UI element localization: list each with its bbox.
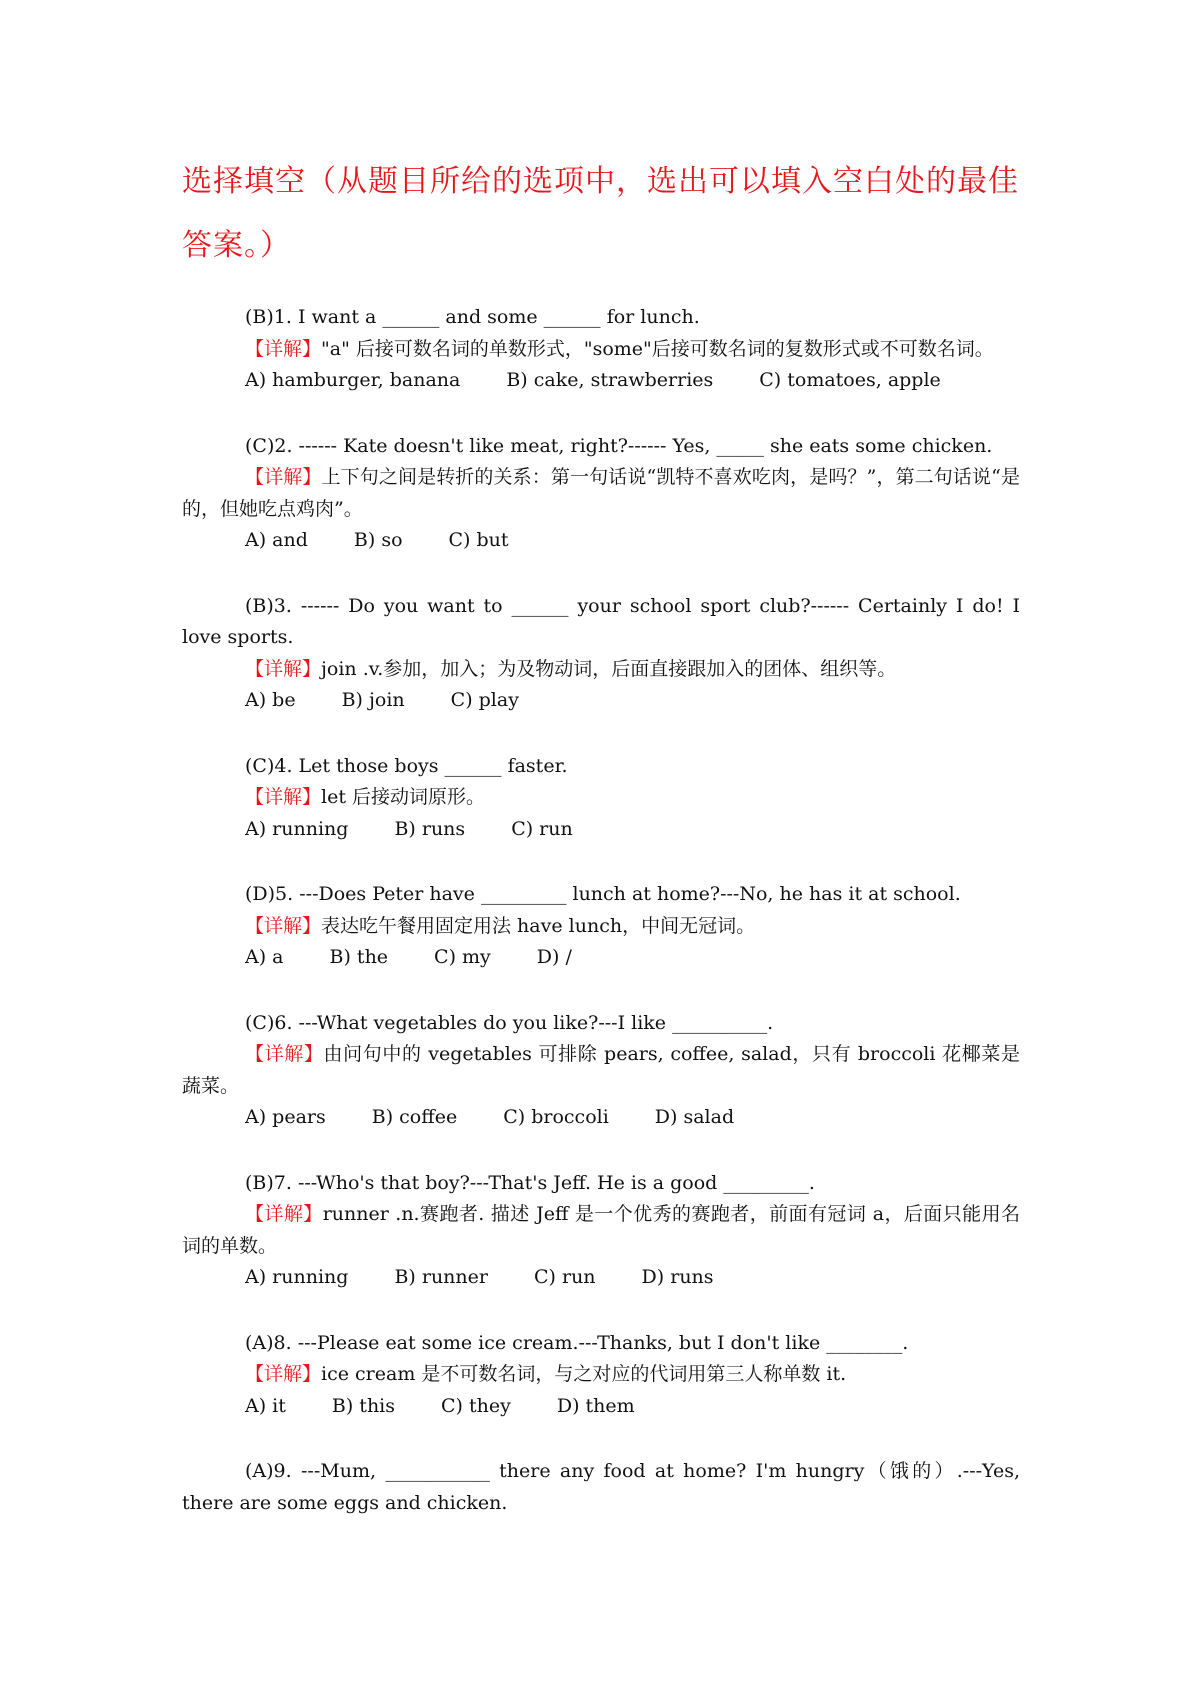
explanation-tag: 【详解】 [245, 337, 322, 360]
explanation [182, 334, 1020, 366]
explanation [182, 1359, 1020, 1391]
option: A) pears [245, 1106, 326, 1128]
question-stem: (B)3. ------ Do you want to ______ your school sport club?------ Certainly I do! I love sports. [182, 594, 1020, 648]
options-row [182, 365, 1020, 397]
question-item [182, 879, 1020, 974]
option: D) / [536, 946, 572, 968]
question-item [182, 431, 1020, 557]
option: A) a [245, 946, 284, 968]
option: D) salad [654, 1106, 735, 1128]
options-row [182, 1262, 1020, 1294]
explanation-tag: 【详解】 [245, 786, 322, 808]
options-row [182, 1391, 1020, 1423]
option: A) and [245, 529, 308, 551]
question-stem: (A)8. ---Please eat some ice cream.---Thanks, but I don't like ________. [245, 1331, 909, 1354]
option: C) play [450, 689, 519, 711]
option: C) tomatoes, apple [759, 369, 941, 391]
option: D) runs [641, 1266, 714, 1288]
option: B) so [353, 529, 403, 551]
question-stem: (C)4. Let those boys ______ faster. [245, 754, 568, 777]
question-item [182, 302, 1020, 397]
option: C) but [448, 529, 509, 551]
question-item [182, 1328, 1020, 1423]
explanation-text: "a" 后接可数名词的单数形式，"some"后接可数名词的复数形式或不可数名词。 [321, 337, 994, 360]
question-stem: (C)2. ------ Kate doesn't like meat, right?------ Yes, _____ she eats some chicken. [245, 434, 993, 457]
option: B) runs [394, 817, 466, 840]
option: A) be [245, 689, 296, 711]
page-title: 选择填空（从题目所给的选项中，选出可以填入空白处的最佳答案。） [182, 164, 1019, 263]
explanation-tag: 【详解】 [245, 1363, 322, 1385]
options-row [182, 525, 1020, 557]
explanation [182, 654, 1020, 686]
option: C) broccoli [503, 1106, 609, 1128]
explanation-tag: 【详解】 [245, 1203, 323, 1225]
question-item [182, 1008, 1020, 1134]
option: D) them [556, 1394, 635, 1417]
option: A) running [245, 817, 349, 840]
question-stem: (B)1. I want a ______ and some ______ for lunch. [245, 306, 700, 328]
explanation-text: join .v.参加，加入；为及物动词，后面直接跟加入的团体、组织等。 [321, 657, 897, 680]
explanation [182, 1039, 1020, 1102]
option: B) cake, strawberries [506, 369, 714, 391]
option: B) coffee [371, 1106, 458, 1128]
question-list [182, 302, 1020, 1553]
explanation-tag: 【详解】 [245, 466, 322, 488]
explanation [182, 911, 1020, 943]
explanation-text: 由问句中的 vegetables 可排除 pears, coffee, salad，只有 broccoli 花椰菜是蔬菜。 [182, 1043, 1020, 1097]
options-row [182, 814, 1020, 846]
option: A) it [245, 1394, 286, 1417]
question-item [182, 1456, 1020, 1519]
explanation-text: runner .n.赛跑者. 描述 Jeff 是一个优秀的赛跑者，前面有冠词 a，后面只能用名词的单数。 [182, 1203, 1020, 1257]
option: C) run [511, 817, 573, 840]
option: C) run [534, 1266, 596, 1288]
option: C) they [441, 1394, 511, 1417]
explanation-tag: 【详解】 [245, 914, 322, 937]
question-stem: (C)6. ---What vegetables do you like?---I like __________. [245, 1011, 774, 1034]
option: A) hamburger, banana [245, 369, 461, 391]
option: B) join [341, 689, 405, 711]
explanation-text: 表达吃午餐用固定用法 have lunch，中间无冠词。 [321, 914, 756, 937]
explanation-text: 上下句之间是转折的关系：第一句话说“凯特不喜欢吃肉，是吗？”，第二句话说“是的，但她吃点鸡肉”。 [182, 466, 1020, 520]
explanation-text: let 后接动词原形。 [321, 786, 486, 808]
option: A) running [245, 1266, 349, 1288]
question-stem: (D)5. ---Does Peter have _________ lunch at home?---No, he has it at school. [245, 883, 961, 905]
explanation [182, 462, 1020, 525]
question-stem: (A)9. ---Mum, ___________ there any food at home? I'm hungry（饿的）.---Yes, there are some eggs and chicken. [182, 1460, 1020, 1514]
question-item [182, 751, 1020, 846]
option: B) the [329, 946, 389, 968]
explanation-tag: 【详解】 [245, 657, 322, 680]
option: B) this [331, 1394, 396, 1417]
question-stem: (B)7. ---Who's that boy?---That's Jeff. He is a good _________. [245, 1171, 815, 1194]
option: C) my [434, 946, 491, 968]
options-row [182, 1102, 1020, 1134]
options-row [182, 942, 1020, 974]
question-item [182, 1168, 1020, 1294]
question-item [182, 591, 1020, 717]
explanation-tag: 【详解】 [245, 1043, 324, 1065]
explanation [182, 782, 1020, 814]
explanation [182, 1199, 1020, 1262]
explanation-text: ice cream 是不可数名词，与之对应的代词用第三人称单数 it. [321, 1363, 847, 1385]
option: B) runner [394, 1266, 488, 1288]
options-row [182, 685, 1020, 717]
